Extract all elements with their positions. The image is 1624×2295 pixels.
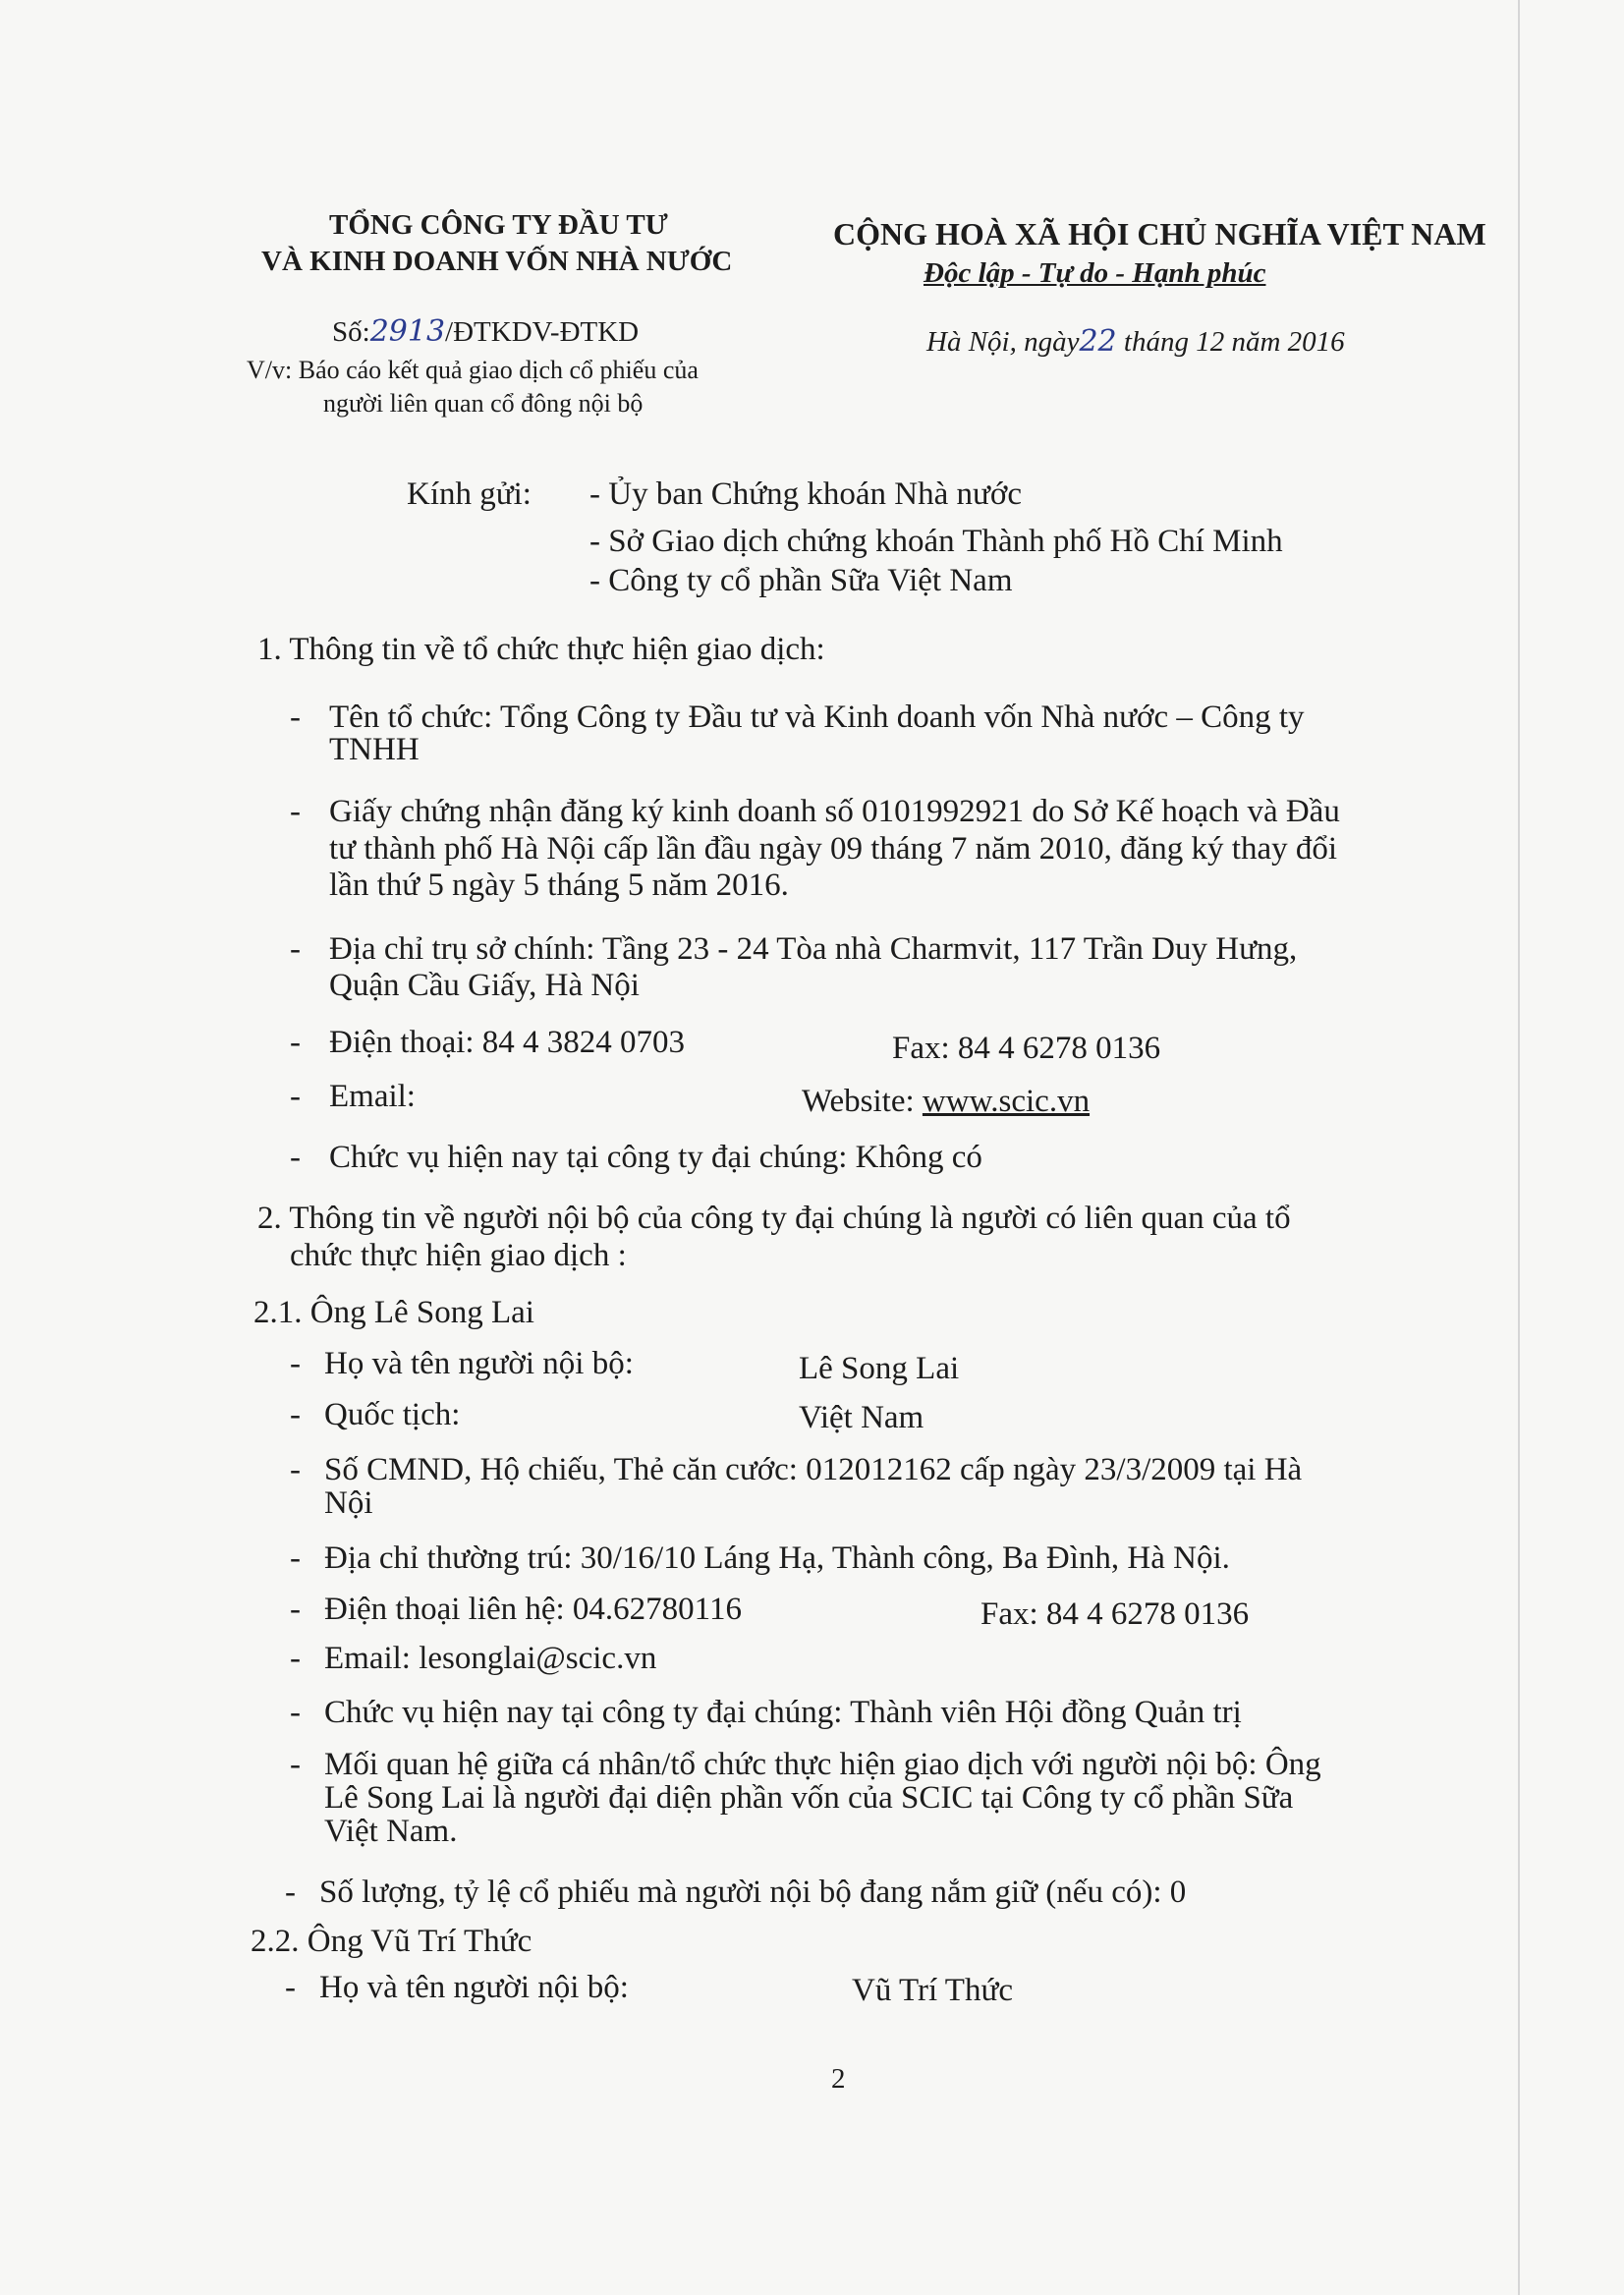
nation-title: CỘNG HOÀ XÃ HỘI CHỦ NGHĨA VIỆT NAM xyxy=(833,216,1486,252)
person1-email: Email: lesonglai@scic.vn xyxy=(324,1641,657,1676)
person1-phone: Điện thoại liên hệ: 04.62780116 xyxy=(324,1592,742,1627)
bullet-dash: - xyxy=(290,1592,301,1627)
website-label: Website: xyxy=(802,1084,915,1119)
person2-name-value: Vũ Trí Thức xyxy=(852,1973,1013,2008)
bullet-dash: - xyxy=(290,700,301,735)
bullet-dash: - xyxy=(290,1695,301,1730)
head-office-address-line2: Quận Cầu Giấy, Hà Nội xyxy=(329,968,640,1003)
subject-line2: người liên quan cổ đông nội bộ xyxy=(323,389,644,418)
bullet-dash: - xyxy=(290,1641,301,1676)
org-phone: Điện thoại: 84 4 3824 0703 xyxy=(329,1025,686,1060)
head-office-address-line1: Địa chỉ trụ sở chính: Tầng 23 - 24 Tòa nhà Charmvit, 117 Trần Duy Hưng, xyxy=(329,931,1298,967)
section2-heading-line2: chức thực hiện giao dịch : xyxy=(290,1238,627,1273)
org-name-field-line2: TNHH xyxy=(329,732,420,767)
org-name-field-line1: Tên tổ chức: Tổng Công ty Đầu tư và Kinh doanh vốn Nhà nước – Công ty xyxy=(329,700,1305,735)
date-prefix: Hà Nội, ngày xyxy=(926,326,1080,358)
subject-line1: V/v: Báo cáo kết quả giao dịch cổ phiếu của xyxy=(247,356,699,384)
org-website xyxy=(802,1084,1090,1120)
business-license-line3: lần thứ 5 ngày 5 tháng 5 năm 2016. xyxy=(329,868,789,903)
business-license-line1: Giấy chứng nhận đăng ký kinh doanh số 0101992921 do Sở Kế hoạch và Đầu xyxy=(329,794,1340,829)
person1-nationality-label: Quốc tịch: xyxy=(324,1397,461,1432)
person1-nationality-value: Việt Nam xyxy=(799,1400,924,1435)
page-number: 2 xyxy=(831,2063,846,2095)
recipient-item: - Ủy ban Chứng khoán Nhà nước xyxy=(589,476,1022,512)
org-email: Email: xyxy=(329,1079,416,1114)
bullet-dash: - xyxy=(290,794,301,829)
person1-name-label: Họ và tên người nội bộ: xyxy=(324,1346,634,1381)
person1-name-value: Lê Song Lai xyxy=(799,1351,960,1386)
page-edge-shadow xyxy=(1518,0,1520,2295)
person1-shares: Số lượng, tỷ lệ cổ phiếu mà người nội bộ đang nắm giữ (nếu có): 0 xyxy=(319,1875,1187,1910)
doc-number-handwritten: 2913 xyxy=(369,314,446,349)
section1-heading: 1. Thông tin về tổ chức thực hiện giao dịch: xyxy=(257,632,825,667)
date-day-handwritten: 22 xyxy=(1079,324,1117,359)
bullet-dash: - xyxy=(290,931,301,967)
business-license-line2: tư thành phố Hà Nội cấp lần đầu ngày 09 tháng 7 năm 2010, đăng ký thay đổi xyxy=(329,831,1338,867)
person2-name-label: Họ và tên người nội bộ: xyxy=(319,1970,629,2005)
person2-heading: 2.2. Ông Vũ Trí Thức xyxy=(251,1924,532,1959)
org-name-line1: TỔNG CÔNG TY ĐẦU TƯ xyxy=(329,209,668,241)
recipient-item: - Sở Giao dịch chứng khoán Thành phố Hồ Chí Minh xyxy=(589,524,1283,559)
bullet-dash: - xyxy=(285,1875,296,1910)
person1-relation-line1: Mối quan hệ giữa cá nhân/tổ chức thực hiện giao dịch với người nội bộ: Ông xyxy=(324,1747,1321,1782)
recipients-label: Kính gửi: xyxy=(407,476,532,512)
person1-id-line1: Số CMND, Hộ chiếu, Thẻ căn cước: 012012162 cấp ngày 23/3/2009 tại Hà xyxy=(324,1452,1303,1487)
document-date xyxy=(926,324,1345,359)
org-position: Chức vụ hiện nay tại công ty đại chúng: Không có xyxy=(329,1140,982,1175)
person1-relation-line2: Lê Song Lai là người đại diện phần vốn của SCIC tại Công ty cổ phần Sữa xyxy=(324,1780,1294,1816)
org-name-line2: VÀ KINH DOANH VỐN NHÀ NƯỚC xyxy=(261,246,733,277)
bullet-dash: - xyxy=(290,1140,301,1175)
bullet-dash: - xyxy=(290,1747,301,1782)
person1-position: Chức vụ hiện nay tại công ty đại chúng: Thành viên Hội đồng Quản trị xyxy=(324,1695,1242,1730)
bullet-dash: - xyxy=(290,1397,301,1432)
section2-heading-line1: 2. Thông tin về người nội bộ của công ty đại chúng là người có liên quan của tổ xyxy=(257,1201,1291,1236)
bullet-dash: - xyxy=(290,1079,301,1114)
document-number xyxy=(332,314,639,349)
doc-number-suffix: /ĐTKDV-ĐTKD xyxy=(445,316,640,348)
website-link[interactable]: www.scic.vn xyxy=(922,1084,1091,1119)
person1-address: Địa chỉ thường trú: 30/16/10 Láng Hạ, Thành công, Ba Đình, Hà Nội. xyxy=(324,1540,1230,1576)
national-motto: Độc lập - Tự do - Hạnh phúc xyxy=(924,257,1266,289)
org-fax: Fax: 84 4 6278 0136 xyxy=(892,1031,1161,1066)
recipient-item: - Công ty cổ phần Sữa Việt Nam xyxy=(589,563,1013,598)
bullet-dash: - xyxy=(290,1346,301,1381)
person1-fax: Fax: 84 4 6278 0136 xyxy=(980,1596,1250,1632)
date-rest: tháng 12 năm 2016 xyxy=(1123,326,1345,358)
bullet-dash: - xyxy=(290,1452,301,1487)
doc-number-prefix: Số: xyxy=(332,316,370,348)
person1-id-line2: Nội xyxy=(324,1485,373,1521)
bullet-dash: - xyxy=(285,1970,296,2005)
person1-heading: 2.1. Ông Lê Song Lai xyxy=(253,1295,534,1330)
person1-relation-line3: Việt Nam. xyxy=(324,1814,458,1849)
bullet-dash: - xyxy=(290,1540,301,1576)
bullet-dash: - xyxy=(290,1025,301,1060)
